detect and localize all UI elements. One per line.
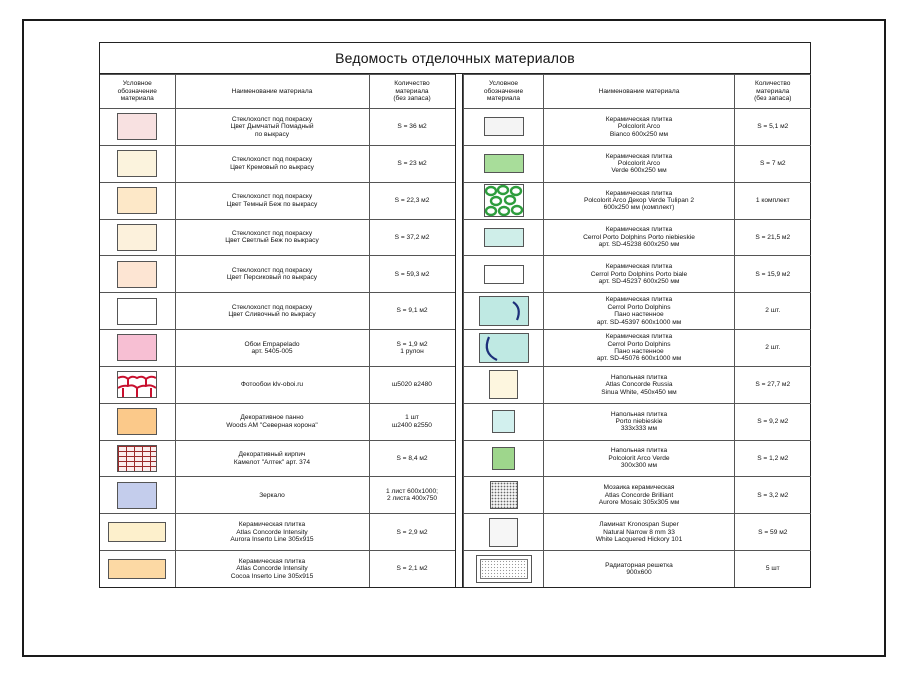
table-row — [464, 219, 811, 256]
material-swatch — [117, 150, 157, 177]
material-swatch — [117, 113, 157, 140]
material-name: Ламинат Kronospan Super Natural Narrow 8 mm 33 White Lacquered Hickory 101 — [544, 514, 735, 551]
symbol-cell — [100, 440, 175, 477]
table-row — [464, 366, 811, 403]
material-qty: S = 22,3 м2 — [369, 182, 455, 219]
material-qty: S = 1,2 м2 — [735, 440, 811, 477]
table-row — [100, 477, 455, 514]
symbol-cell — [100, 182, 175, 219]
material-qty: S = 2,9 м2 — [369, 514, 455, 551]
material-name: Керамическая плитка Polcolorit Arco Декор Verde Tulipan 2 600х250 мм (комплект) — [544, 182, 735, 219]
table-row — [464, 403, 811, 440]
material-swatch — [117, 482, 157, 509]
material-name: Напольная плитка Atlas Concorde Russia Sinua White, 450х450 мм — [544, 366, 735, 403]
material-name: Стеклохолст под покраску Цвет Персиковый по выкрасу — [175, 256, 369, 293]
table-row — [100, 293, 455, 330]
material-qty: 2 шт. — [735, 293, 811, 330]
symbol-cell — [100, 366, 175, 403]
table-row — [100, 330, 455, 367]
table-row — [464, 551, 811, 587]
header-symbol: Условное обозначение материала — [464, 75, 544, 109]
symbol-cell — [464, 330, 544, 367]
material-swatch — [117, 261, 157, 288]
dolphin-panel-swatch — [479, 296, 529, 326]
material-qty: 5 шт — [735, 551, 811, 587]
material-name: Стеклохолст под покраску Цвет Дымчатый Помадный по выкрасу — [175, 109, 369, 146]
material-name: Стеклохолст под покраску Цвет Сливочный по выкрасу — [175, 293, 369, 330]
material-name: Стеклохолст под покраску Цвет Кремовый по выкрасу — [175, 145, 369, 182]
material-name: Керамическая плитка Cerrol Porto Dolphins Пано настенное арт. SD-45397 600х1000 мм — [544, 293, 735, 330]
material-qty: S = 3,2 м2 — [735, 477, 811, 514]
symbol-cell — [464, 366, 544, 403]
material-swatch — [484, 265, 524, 284]
material-name: Керамическая плитка Polcolorit Arco Verde 600х250 мм — [544, 145, 735, 182]
symbol-cell — [464, 551, 544, 587]
material-name: Керамическая плитка Cerrol Porto Dolphins Porto niebieskie арт. SD-45238 600х250 мм — [544, 219, 735, 256]
table-row — [100, 403, 455, 440]
symbol-cell — [464, 219, 544, 256]
material-qty: S = 7 м2 — [735, 145, 811, 182]
material-qty: 1 шт ш2400 в2550 — [369, 403, 455, 440]
table-divider — [455, 74, 463, 587]
material-swatch — [484, 228, 524, 247]
material-qty: S = 15,9 м2 — [735, 256, 811, 293]
material-qty: S = 59 м2 — [735, 514, 811, 551]
header-name: Наименование материала — [544, 75, 735, 109]
left-table-section — [100, 74, 455, 587]
symbol-cell — [100, 145, 175, 182]
symbol-cell — [464, 293, 544, 330]
symbol-cell — [464, 403, 544, 440]
material-swatch — [492, 447, 515, 470]
material-name: Керамическая плитка Cerrol Porto Dolphins Porto biale арт. SD-45237 600х250 мм — [544, 256, 735, 293]
material-qty: S = 9,2 м2 — [735, 403, 811, 440]
material-swatch — [117, 187, 157, 214]
symbol-cell — [100, 477, 175, 514]
symbol-cell — [464, 477, 544, 514]
tulip-decor-swatch — [484, 184, 524, 217]
table-row — [100, 366, 455, 403]
material-qty: 1 комплект — [735, 182, 811, 219]
material-name: Керамическая плитка Cerrol Porto Dolphins Пано настенное арт. SD-45076 600х1000 мм — [544, 330, 735, 367]
symbol-cell — [464, 109, 544, 146]
material-swatch — [108, 559, 166, 579]
materials-sheet — [99, 42, 811, 588]
table-row — [464, 145, 811, 182]
material-qty: S = 9,1 м2 — [369, 293, 455, 330]
header-qty: Количество материала (без запаса) — [735, 75, 811, 109]
radiator-grille-swatch — [476, 555, 532, 583]
table-row — [464, 440, 811, 477]
table-row — [464, 514, 811, 551]
dolphin-panel-swatch — [479, 333, 529, 363]
table-row — [464, 182, 811, 219]
symbol-cell — [100, 514, 175, 551]
table-row — [464, 330, 811, 367]
material-qty: S = 27,7 м2 — [735, 366, 811, 403]
table-row — [464, 256, 811, 293]
symbol-cell — [464, 440, 544, 477]
material-name: Керамическая плитка Polcolorit Arco Bianco 600х250 мм — [544, 109, 735, 146]
material-name: Керамическая плитка Atlas Concorde Intensity Aurora Inserto Line 305х915 — [175, 514, 369, 551]
material-swatch — [484, 117, 524, 136]
table-row — [100, 440, 455, 477]
material-swatch — [108, 522, 166, 542]
material-name: Мозаика керамическая Atlas Concorde Brilliant Aurore Mosaic 305х305 мм — [544, 477, 735, 514]
material-swatch — [489, 518, 518, 547]
photo-wallpaper-swatch — [117, 371, 157, 398]
sheet-title: Ведомость отделочных материалов — [100, 43, 810, 74]
table-row — [100, 145, 455, 182]
material-name: Фотообои klv-oboi.ru — [175, 366, 369, 403]
table-row — [464, 477, 811, 514]
material-swatch — [117, 408, 157, 435]
material-qty: S = 59,3 м2 — [369, 256, 455, 293]
material-name: Зеркало — [175, 477, 369, 514]
material-name: Стеклохолст под покраску Цвет Светлый Беж по выкрасу — [175, 219, 369, 256]
symbol-cell — [100, 219, 175, 256]
right-table-section — [463, 74, 810, 587]
header-name: Наименование материала — [175, 75, 369, 109]
material-qty: ш5020 в2480 — [369, 366, 455, 403]
brick-swatch — [117, 445, 157, 472]
table-row — [100, 256, 455, 293]
header-symbol: Условное обозначение материала — [100, 75, 175, 109]
table-row — [100, 514, 455, 551]
material-qty: 2 шт. — [735, 330, 811, 367]
left-materials-table — [100, 74, 456, 587]
material-name: Керамическая плитка Atlas Concorde Intensity Cocoa Inserto Line 305х915 — [175, 551, 369, 587]
material-swatch — [489, 370, 518, 399]
material-swatch — [117, 224, 157, 251]
table-row — [464, 109, 811, 146]
table-row — [100, 182, 455, 219]
right-materials-table — [463, 74, 811, 587]
table-row — [100, 551, 455, 587]
material-qty: S = 5,1 м2 — [735, 109, 811, 146]
table-row — [100, 219, 455, 256]
symbol-cell — [100, 330, 175, 367]
material-name: Декоративное панно Woods AM "Северная корона" — [175, 403, 369, 440]
symbol-cell — [100, 256, 175, 293]
symbol-cell — [464, 256, 544, 293]
symbol-cell — [100, 403, 175, 440]
material-qty: S = 36 м2 — [369, 109, 455, 146]
header-qty: Количество материала (без запаса) — [369, 75, 455, 109]
symbol-cell — [100, 551, 175, 587]
material-swatch — [492, 410, 515, 433]
symbol-cell — [464, 514, 544, 551]
symbol-cell — [100, 109, 175, 146]
table-row — [100, 109, 455, 146]
material-swatch — [117, 334, 157, 361]
material-swatch — [484, 154, 524, 173]
material-qty: S = 1,9 м2 1 рулон — [369, 330, 455, 367]
symbol-cell — [464, 145, 544, 182]
material-name: Радиаторная решетка 900х600 — [544, 551, 735, 587]
material-name: Обои Empapelado арт. 5405-005 — [175, 330, 369, 367]
symbol-cell — [100, 293, 175, 330]
material-name: Стеклохолст под покраску Цвет Темный Беж по выкрасу — [175, 182, 369, 219]
material-qty: S = 37,2 м2 — [369, 219, 455, 256]
table-row — [464, 293, 811, 330]
material-qty: S = 2,1 м2 — [369, 551, 455, 587]
material-name: Напольная плитка Polcolorit Arco Verde 300х300 мм — [544, 440, 735, 477]
mosaic-swatch — [490, 481, 518, 509]
material-qty: S = 21,5 м2 — [735, 219, 811, 256]
material-qty: 1 лист 600х1000; 2 листа 400х750 — [369, 477, 455, 514]
material-qty: S = 8,4 м2 — [369, 440, 455, 477]
material-name: Декоративный кирпич Камелот "Алтек" арт. 374 — [175, 440, 369, 477]
symbol-cell — [464, 182, 544, 219]
material-name: Напольная плитка Porto niebieskie 333х333 мм — [544, 403, 735, 440]
material-qty: S = 23 м2 — [369, 145, 455, 182]
material-swatch — [117, 298, 157, 325]
